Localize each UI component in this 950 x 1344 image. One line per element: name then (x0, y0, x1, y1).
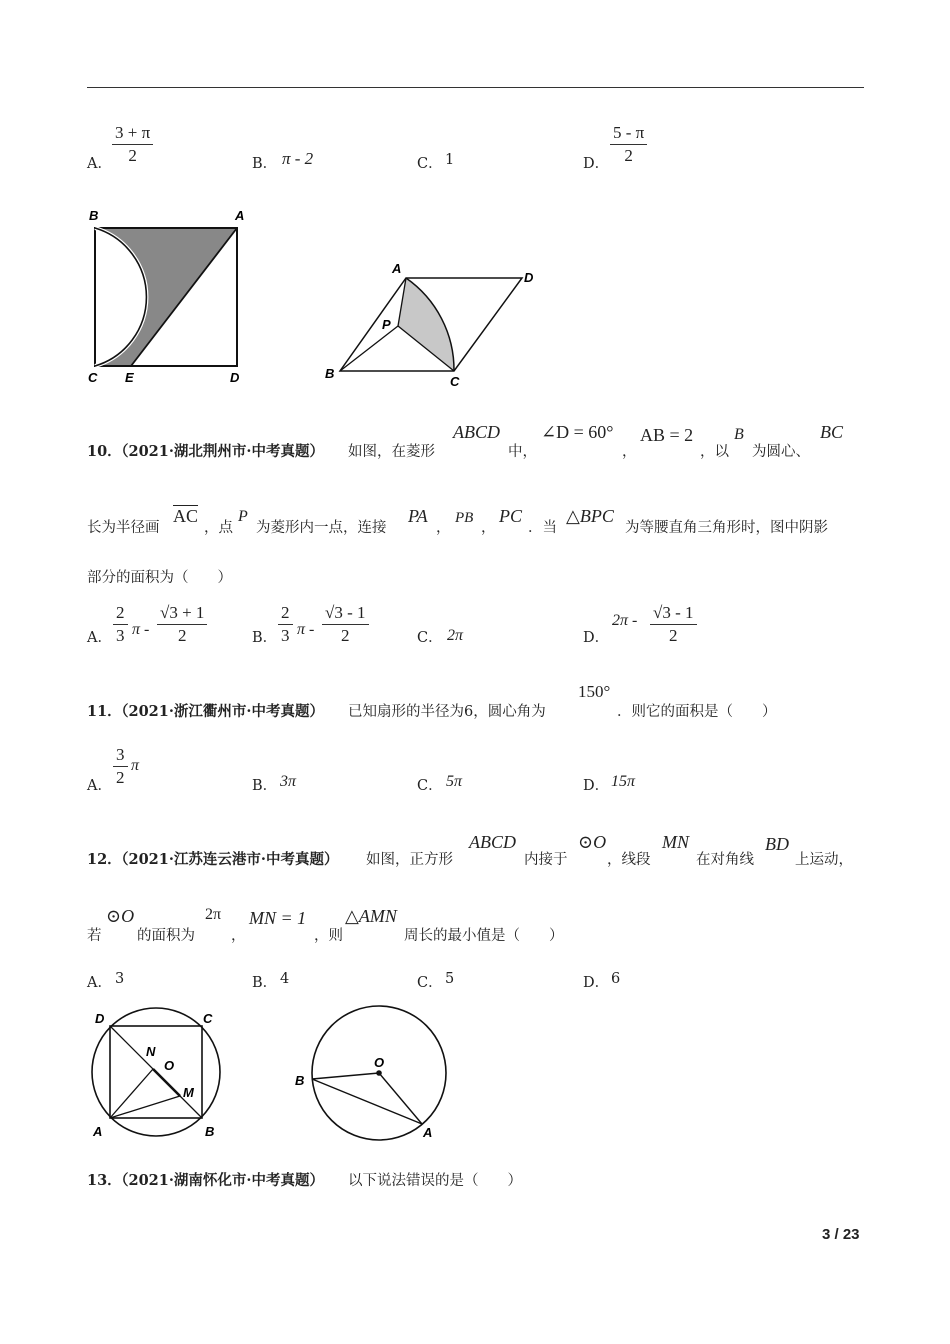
q10-option-b-pi: π - (297, 621, 315, 638)
q11-math-angle: 150° (578, 682, 611, 701)
q11-text-2: ．则它的面积是（ ） (617, 704, 777, 720)
q9-square-figure (85, 205, 255, 390)
q9-option-a-fraction: $\frac{3 + \pi}{2}$ (112, 122, 153, 167)
label-A: A (235, 208, 245, 223)
q12-option-a-label: A． (87, 975, 112, 991)
q11-source: （2021·浙江衢州市·中考真题） (114, 703, 324, 720)
q10-option-b-label: B． (252, 630, 278, 646)
label-A: A (392, 261, 402, 276)
q11-option-b-label: B． (252, 778, 278, 794)
radius-oa (379, 1073, 422, 1124)
q12-text-8: ， (231, 928, 246, 944)
q10-number: 10． (87, 443, 122, 460)
q9-option-d-fraction: $\frac{5 - \pi}{2}$ (610, 122, 647, 167)
q12-text-10: 周长的最小值是（ ） (404, 928, 564, 944)
label-E: E (125, 370, 134, 385)
label-C: C (450, 374, 460, 389)
q12-math-circle-o: ⊙O (578, 832, 607, 852)
q12-text-7: 的面积为 (137, 928, 195, 944)
shaded-sector (398, 278, 454, 371)
q10-text-9: ， (436, 520, 451, 536)
q10-math-pc: PC (499, 506, 523, 526)
q10-math-triangle: △BPC (566, 506, 614, 526)
q10-option-a-frac2: $\frac{√3 + 1}{2}$ (157, 602, 207, 647)
label-O: O (164, 1058, 175, 1073)
label-C: C (88, 370, 98, 385)
q12-circle-figure (290, 1003, 450, 1143)
q10-text-8: 为菱形内一点，连接 (256, 520, 387, 536)
q11-option-d-label: D． (583, 778, 610, 794)
label-C: C (203, 1011, 213, 1026)
q10-text-6: 长为半径画 (87, 520, 160, 536)
q12-math-bd: BD (765, 834, 789, 854)
q9-option-a-label: A． (87, 156, 112, 172)
q11-option-c-label: C． (417, 778, 443, 794)
q9-option-d-label: D． (583, 156, 610, 172)
q11-text-1: 已知扇形的半径为6，圆心角为 (348, 704, 546, 720)
label-B: B (205, 1124, 215, 1139)
label-O: O (374, 1055, 385, 1070)
q10-option-a-frac1: $\frac{2}{3}$ (113, 602, 128, 647)
q12-option-c-label: C． (417, 975, 443, 991)
q10-math-arc: $\overline{AC}$ (173, 506, 199, 526)
q10-option-b-frac2: $\frac{√3 - 1}{2}$ (322, 602, 369, 647)
q12-math-abcd: ABCD (469, 832, 516, 852)
q10-option-a-label: A． (87, 630, 112, 646)
q9-rhombus-figure (320, 258, 550, 393)
page-number: 3 / 23 (822, 1226, 860, 1243)
label-P: P (382, 317, 391, 332)
q10-text-12: 为等腰直角三角形时，图中阴影 (625, 520, 828, 536)
q10-text-1: 如图，在菱形 (348, 444, 435, 460)
label-D: D (524, 270, 534, 285)
q12-math-mn-eq: MN = 1 (249, 908, 307, 928)
q11-option-b-value: 3π (280, 773, 297, 790)
q12-text-2: 内接于 (524, 852, 568, 868)
q11-option-c-value: 5π (446, 773, 463, 790)
q10-math-ab: AB = 2 (640, 425, 694, 445)
q10-math-b: B (734, 426, 744, 443)
q10-option-d-label: D． (583, 630, 610, 646)
label-B: B (325, 366, 335, 381)
q10-math-pa: PA (408, 506, 428, 526)
q12-option-b-value: 4 (280, 971, 290, 987)
q9-option-b-value: π - 2 (282, 149, 314, 168)
label-A: A (423, 1125, 433, 1140)
q9-option-c-value: 1 (445, 152, 455, 168)
label-D: D (95, 1011, 105, 1026)
header-rule (87, 87, 864, 88)
q10-text-7: ，点 (204, 520, 233, 536)
q12-option-b-label: B． (252, 975, 278, 991)
q12-source: （2021·江苏连云港市·中考真题） (114, 851, 339, 868)
q10-option-a-pi: π - (132, 621, 150, 638)
q11-option-a-frac: $\frac{3}{2}$ (113, 744, 128, 789)
q11-option-a-pi: π (131, 757, 140, 774)
label-N: N (146, 1044, 156, 1059)
q10-math-abcd: ABCD (453, 422, 500, 442)
q12-text-3: ，线段 (607, 852, 651, 868)
q12-option-d-value: 6 (611, 971, 621, 987)
q13-text-1: 以下说法错误的是（ ） (348, 1173, 522, 1189)
label-A: A (93, 1124, 103, 1139)
label-M: M (183, 1085, 194, 1100)
q12-option-a-value: 3 (115, 971, 125, 987)
q11-number: 11． (87, 703, 122, 720)
q10-option-b-frac1: $\frac{2}{3}$ (278, 602, 293, 647)
q12-math-circle-o-2: ⊙O (106, 906, 135, 926)
q10-text-13: 部分的面积为（ ） (87, 570, 232, 586)
q10-text-2: 中， (508, 444, 537, 460)
radius-ob (312, 1073, 379, 1079)
q12-math-area: 2π (205, 906, 222, 923)
segment-mn (153, 1069, 180, 1096)
q11-option-d-value: 15π (611, 773, 636, 790)
q10-text-10: ， (481, 520, 496, 536)
q12-text-4: 在对角线 (696, 852, 754, 868)
q12-text-1: 如图，正方形 (366, 852, 453, 868)
label-D: D (230, 370, 240, 385)
q10-text-5: 为圆心、 (752, 444, 810, 460)
q12-number: 12． (87, 851, 122, 868)
q12-text-9: ，则 (314, 928, 343, 944)
segment-PB (340, 326, 398, 371)
label-B: B (295, 1073, 305, 1088)
q12-math-mn: MN (662, 832, 689, 852)
q9-option-c-label: C． (417, 156, 443, 172)
q10-source: （2021·湖北荆州市·中考真题） (114, 443, 324, 460)
q13-source: （2021·湖南怀化市·中考真题） (114, 1172, 324, 1189)
q10-option-d-pre: 2π - (612, 612, 638, 629)
q12-text-6: 若 (87, 928, 102, 944)
q13-number: 13． (87, 1172, 122, 1189)
q12-square-circle-figure (85, 1003, 225, 1143)
q11-option-a-label: A． (87, 778, 112, 794)
q12-math-triangle: △AMN (345, 906, 397, 926)
q10-option-c-label: C． (417, 630, 443, 646)
q12-option-c-value: 5 (445, 971, 455, 987)
q10-text-11: ．当 (528, 520, 557, 536)
q9-option-b-label: B． (252, 156, 278, 172)
q10-option-c-value: 2π (447, 627, 464, 644)
q10-text-3: ， (622, 444, 637, 460)
q12-option-d-label: D． (583, 975, 610, 991)
q10-math-bc: BC (820, 422, 844, 442)
q10-text-4: ，以 (700, 444, 729, 460)
q10-option-d-frac: $\frac{√3 - 1}{2}$ (650, 602, 697, 647)
q10-math-p: P (238, 508, 248, 525)
label-B: B (89, 208, 99, 223)
center-point (376, 1070, 382, 1076)
q12-text-5: 上运动， (795, 852, 853, 868)
q10-math-angle: ∠D = 60° (541, 422, 614, 442)
q10-math-pb: PB (455, 510, 474, 526)
